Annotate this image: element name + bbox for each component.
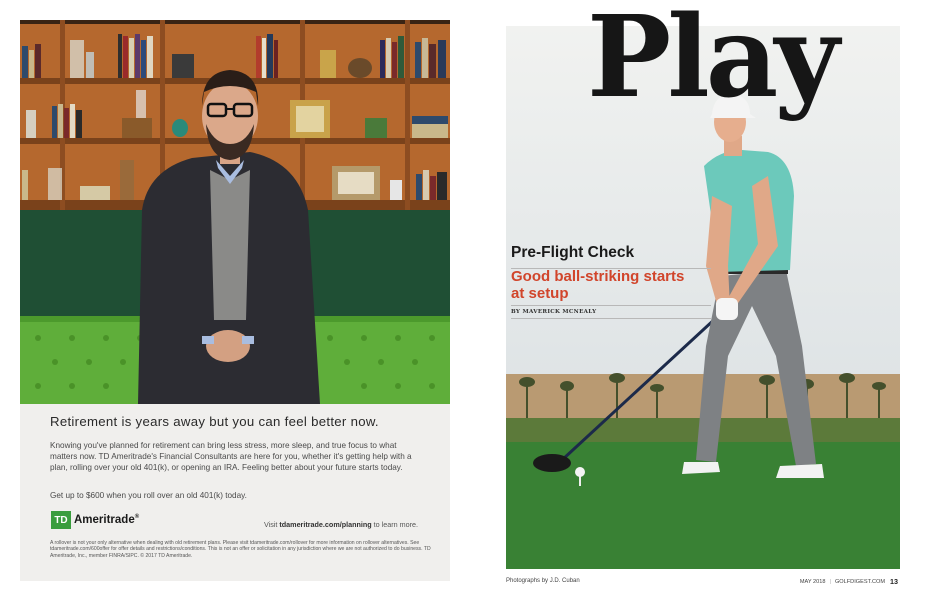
registered-mark: ® [134, 514, 140, 520]
cta-link[interactable]: tdameritrade.com/planning [279, 520, 372, 529]
ad-cta [264, 520, 418, 529]
section-title: Play [587, 0, 836, 123]
ad-body-copy: Knowing you've planned for retirement can bring less stress, more sleep, and true focus to what matters now. TD Ameritrade's Financial Consultants are here for you, whether it's getting help with a plan, rolling over your old 401(k), or opening an IRA. Feeling better about your future starts today. [50, 441, 412, 473]
cta-prefix: Visit [263, 520, 278, 529]
byline-rule [511, 318, 711, 319]
ad-legal-text: A rollover is not your only alternative when dealing with old retirement plans. Please visit tdameritrade.com/rollover for more information on rollover alternatives. See tdameritrade.com/600offer for offer details and restrictions/conditions. This is not an offer or solicitation in any jurisdiction where we are not authorized to do business. TD Ameritrade, Inc., member FINRA/SIPC. © 2017 TD Ameritrade. [50, 540, 431, 559]
page-number: 13 [890, 577, 898, 586]
cta-suffix: to learn more. [373, 520, 418, 529]
logo-wordmark [74, 514, 139, 526]
logo-name-text: Ameritrade [74, 514, 135, 526]
ad-photo [20, 20, 450, 404]
folio-separator: | [829, 578, 831, 585]
ad-page [20, 20, 450, 581]
article-byline: BY MAVERICK MCNEALY [511, 309, 597, 315]
magazine-page [503, 0, 903, 586]
td-logo-icon: TD [51, 511, 71, 529]
td-ameritrade-logo [51, 510, 139, 530]
article-title: Good ball-striking starts at setup [511, 268, 685, 302]
article-kicker: Pre-Flight Check [511, 244, 635, 261]
ad-headline: Retirement is years away but you can feel better now. [50, 414, 379, 429]
photo-credit: Photographs by J.D. Cuban [506, 578, 580, 584]
page-folio [800, 577, 898, 586]
ad-offer: Get up to $600 when you roll over an old 401(k) today. [50, 491, 247, 500]
title-rule [511, 305, 711, 306]
issue-date: MAY 2018 [799, 578, 826, 585]
site-name: GOLFDIGEST.COM [834, 578, 885, 585]
